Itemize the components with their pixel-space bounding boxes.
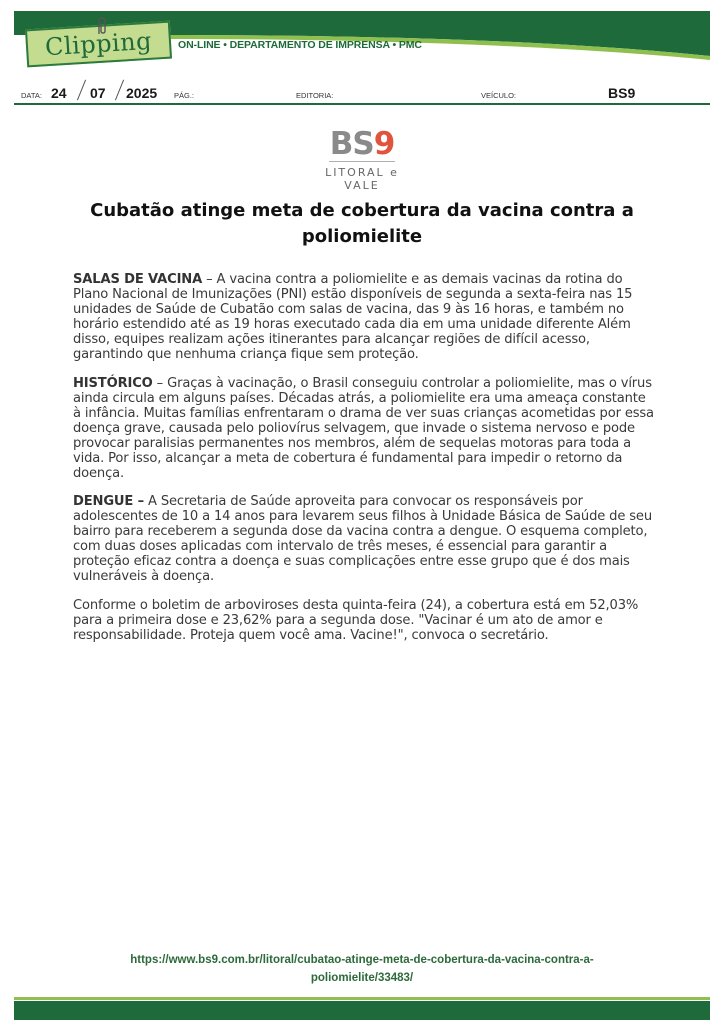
date-day: 24 (51, 85, 67, 101)
meta-divider (14, 103, 710, 105)
article-headline: Cubatão atinge meta de cobertura da vacina contra a poliomielite (90, 200, 634, 247)
bs9-logo-mark (306, 128, 418, 160)
article-body (73, 272, 657, 656)
paragraph-lead: HISTÓRICO (73, 375, 153, 391)
source-url-link[interactable] (70, 951, 654, 987)
veiculo-label: VEÍCULO: (481, 91, 517, 100)
paragraph-lead: SALAS DE VACINA (73, 272, 203, 287)
article-paragraph (73, 598, 657, 643)
paragraph-text: Conforme o boletim de arboviroses desta quinta-feira (24), a cobertura está em 52,03% para a primeira dose e 23,62% para a segunda dose. "Vacinar é um ato de amor e responsabilidade. Proteja quem você ama. Vacine!", convoca o secretário. (73, 597, 639, 643)
paragraph-text: – Graças à vacinação, o Brasil conseguiu controlar a poliomielite, mas o vírus ainda circula em alguns países. Décadas atrás, a poliomielite era uma ameaça constante à infância. Muitas famílias enfrentaram o drama de ver suas crianças acometidas por essa doença grave, causada pelo poliovírus selvagem, que invade o sistema nervoso e pode provocar paralisias permanentes nos membros, além de sequelas motoras para toda a vida. Por isso, alcançar a meta de cobertura é fundamental para impedir o retorno da doença. (73, 375, 654, 481)
article-paragraph (73, 376, 657, 481)
paperclip-icon (95, 17, 109, 35)
date-separator (77, 80, 86, 101)
paragraph-lead: DENGUE – (73, 494, 145, 509)
page-label: PÁG.: (174, 91, 195, 100)
date-month: 07 (90, 85, 106, 101)
clipping-meta-row (14, 76, 710, 104)
bs9-logo-subtitle: LITORAL e VALE (325, 166, 399, 192)
article-paragraph (73, 272, 657, 362)
clipping-badge-text: Clipping (44, 26, 153, 62)
source-url-line: poliomielite/33483/ (310, 972, 414, 984)
date-label: DATA: (21, 91, 42, 100)
paragraph-text: A Secretaria de Saúde aproveita para convocar os responsáveis por adolescentes de 10 a 14 anos para levarem seus filhos à Unidade Básica de Saúde de seu bairro para receberem a segunda dose da vacina contra a dengue. O esquema completo, com duas doses aplicadas com intervalo de três meses, é essencial para garantir a proteção eficaz contra a doença e suas complicações entre esse grupo que é dos mais vulneráveis à doença. (73, 494, 652, 584)
footer-bar (14, 1001, 710, 1020)
article-paragraph (73, 494, 657, 584)
editoria-label: EDITORIA: (296, 91, 334, 100)
date-separator (115, 80, 124, 101)
bs9-logo (306, 128, 418, 192)
paragraph-text: – A vacina contra a poliomielite e as demais vacinas da rotina do Plano Nacional de Imunizações (PNI) estão disponíveis de segunda a sexta-feira nas 15 unidades de Saúde de Cubatão com salas de vacina, das 9 às 16 horas, e também no horário estendido até as 19 horas executado cada dia em uma unidade diferente Além disso, equipes realizam ações itinerantes para alcançar regiões de difícil acesso, garantindo que nenhuma criança fique sem proteção. (73, 272, 633, 362)
footer-stripe (14, 997, 710, 1000)
header-subtitle: ON-LINE • DEPARTAMENTO DE IMPRENSA • PMC (178, 39, 422, 51)
source-url-line: https://www.bs9.com.br/litoral/cubatao-atinge-meta-de-cobertura-da-vacina-contra-a- (130, 954, 594, 966)
bs9-logo-bs: BS (329, 126, 374, 162)
bs9-logo-nine: 9 (373, 126, 395, 162)
date-year: 2025 (126, 85, 158, 101)
veiculo-value: BS9 (608, 85, 636, 101)
